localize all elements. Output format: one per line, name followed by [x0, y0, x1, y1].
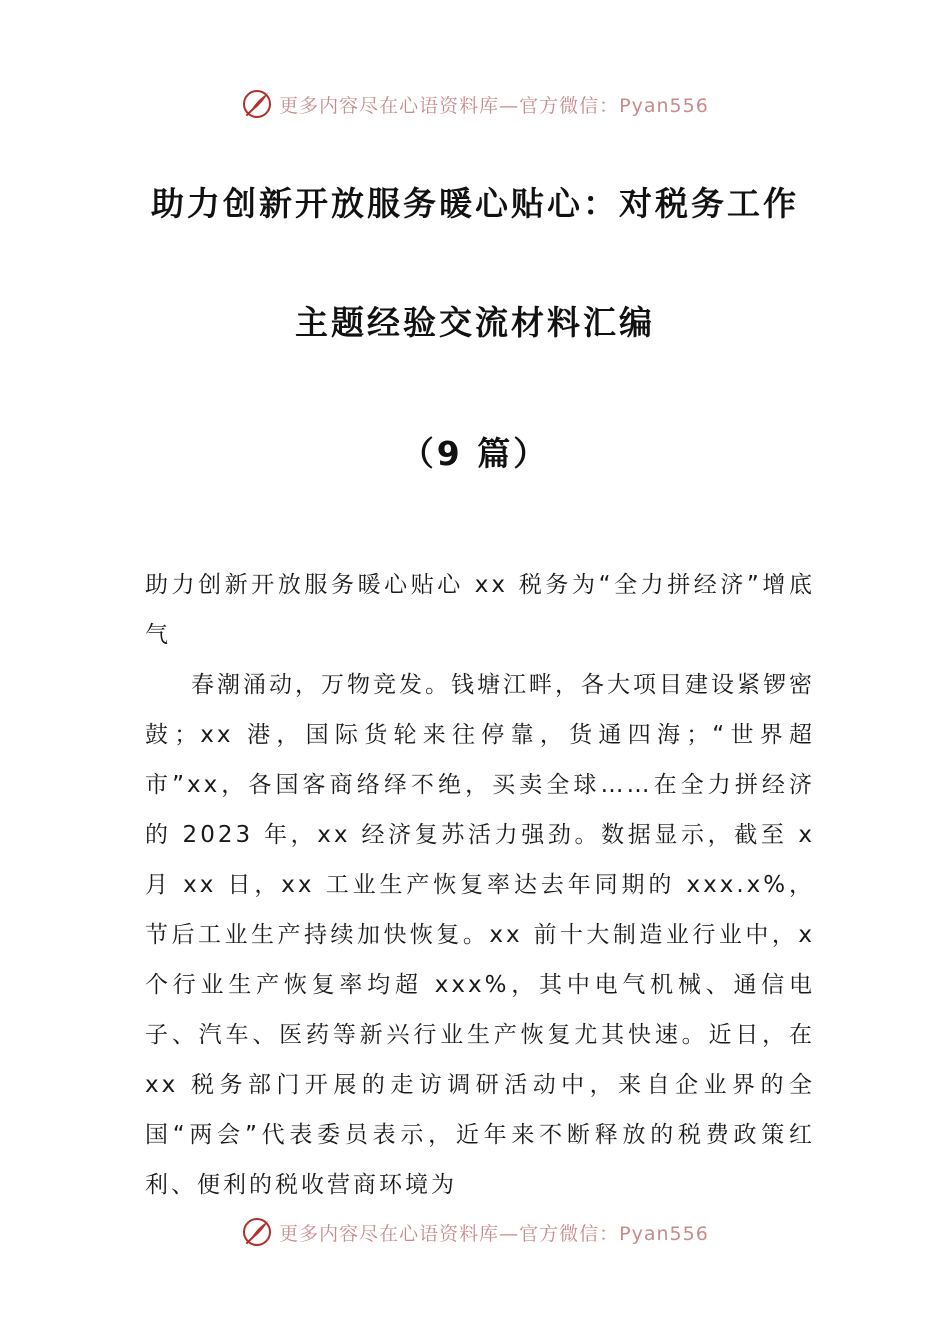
document-title-line-1: 助力创新开放服务暖心贴心：对税务工作 [151, 184, 799, 223]
quill-pen-logo-icon [241, 1216, 273, 1248]
article-body [145, 560, 815, 1210]
footer-banner [0, 1212, 950, 1252]
document-title-line-2: 主题经验交流材料汇编 [295, 303, 655, 342]
header-wechat-id: Pyan556 [619, 94, 709, 117]
article-heading: 助力创新开放服务暖心贴心 xx 税务为“全力拼经济”增底气 [145, 572, 815, 648]
article-paragraph: 春潮涌动，万物竞发。钱塘江畔，各大项目建设紧锣密鼓；xx 港，国际货轮来往停靠，货通四海；“世界超市”xx，各国客商络绎不绝，买卖全球……在全力拼经济的 2023 年，xx 经济复苏活力强劲。数据显示，截至 x 月 xx 日，xx 工业生产恢复率达去年同期的 xxx.x%，节后工业生产持续加快恢复。xx 前十大制造业行业中，x 个行业生产恢复率均超 xxx%，其中电气机械、通信电子、汽车、医药等新兴行业生产恢复尤其快速。近日，在 xx 税务部门开展的走访调研活动中，来自企业界的全国“两会”代表委员表示，近年来不断释放的税费政策红利、便利的税收营商环境为 [145, 672, 815, 1198]
quill-pen-logo-icon [241, 88, 273, 120]
footer-wechat-id: Pyan556 [619, 1222, 709, 1245]
document-title-count: （9 篇） [400, 434, 550, 473]
header-banner-text: 更多内容尽在心语资料库—官方微信：Pyan556 [279, 94, 709, 117]
header-banner [0, 84, 950, 124]
footer-banner-text: 更多内容尽在心语资料库—官方微信：Pyan556 [279, 1222, 709, 1245]
